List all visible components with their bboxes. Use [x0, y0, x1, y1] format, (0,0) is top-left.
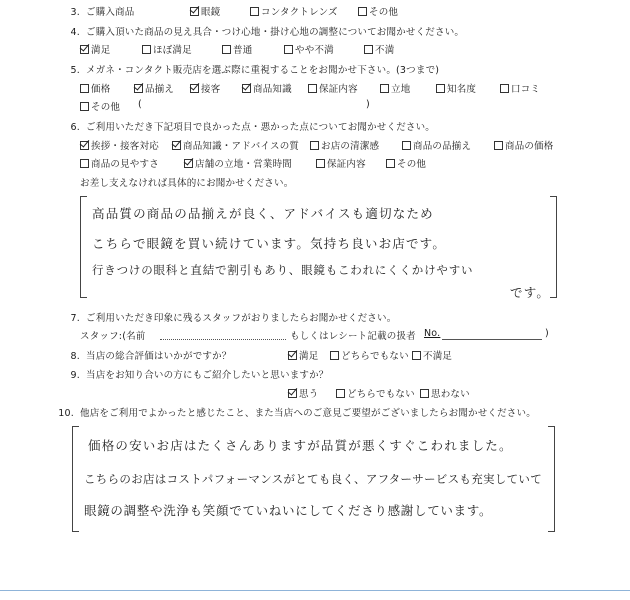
- question-8: [60, 348, 232, 362]
- q6-handwritten-line-1: 高品質の商品の品揃えが良く、アドバイスも適切なため: [92, 206, 434, 221]
- q5-option-other[interactable]: [80, 99, 120, 113]
- question-7: [60, 310, 396, 324]
- q5-option-reviews[interactable]: [500, 81, 540, 95]
- answer-box-left-bracket: [72, 426, 79, 532]
- q6-option-warranty[interactable]: [316, 156, 366, 170]
- q5-option-warranty[interactable]: [308, 81, 358, 95]
- q6-option-knowledge[interactable]: [172, 138, 299, 152]
- option-label: 満足: [91, 45, 111, 56]
- checkbox[interactable]: [330, 351, 339, 360]
- q6-option-greeting[interactable]: [80, 138, 159, 152]
- q6-option-other[interactable]: [386, 156, 426, 170]
- option-label: 店舗の立地・営業時間: [195, 159, 293, 170]
- q9-option-neutral[interactable]: [336, 386, 415, 400]
- option-label: 品揃え: [145, 84, 175, 95]
- q7-or-label: もしくはレシート記載の扱者: [290, 331, 416, 342]
- option-label: 商品の見やすさ: [91, 159, 159, 170]
- question-label: ご購入商品: [86, 7, 135, 18]
- option-label: その他: [369, 7, 399, 18]
- question-4: [60, 24, 464, 38]
- checkbox[interactable]: [436, 84, 445, 93]
- question-number: 5.: [70, 65, 80, 76]
- q6-handwritten-line-3: 行きつけの眼科と直結で割引もあり、眼鏡もこわれにくくかけやすい: [92, 263, 474, 277]
- checkbox[interactable]: [288, 389, 297, 398]
- checkbox[interactable]: [172, 141, 181, 150]
- checkbox[interactable]: [412, 351, 421, 360]
- q6-option-store-location[interactable]: [184, 156, 292, 170]
- option-label: 思わない: [431, 389, 470, 400]
- checkbox[interactable]: [500, 84, 509, 93]
- checkbox[interactable]: [80, 102, 89, 111]
- q3-option-other[interactable]: [358, 4, 398, 18]
- checkbox[interactable]: [494, 141, 503, 150]
- checkbox[interactable]: [284, 45, 293, 54]
- q6-sub-label: お差し支えなければ具体的にお聞かせください。: [80, 178, 294, 189]
- question-10: [54, 405, 536, 419]
- checkbox[interactable]: [134, 84, 143, 93]
- question-label: ご利用いただき印象に残るスタッフがおりましたらお聞かせください。: [86, 313, 397, 324]
- q10-handwritten-line-3: 眼鏡の調整や洗浄も笑顔でていねいにしてくださり感謝しています。: [84, 503, 493, 518]
- option-label: 不満足: [423, 351, 453, 362]
- checkbox[interactable]: [190, 7, 199, 16]
- q4-option-dissatisfied[interactable]: [364, 42, 394, 56]
- page-bottom-divider: [0, 590, 630, 591]
- option-label: その他: [397, 159, 427, 170]
- q8-option-satisfied[interactable]: [288, 348, 318, 362]
- question-label: メガネ・コンタクト販売店を選ぶ際に重視することをお聞かせ下さい。(3つまで): [86, 65, 440, 76]
- q4-option-mostly-satisfied[interactable]: [142, 42, 192, 56]
- option-label: 口コミ: [511, 84, 541, 95]
- checkbox[interactable]: [308, 84, 317, 93]
- option-label: 立地: [391, 84, 411, 95]
- question-label: ご購入頂いた商品の見え具合・つけ心地・掛け心地の調整についてお聞かせください。: [86, 27, 465, 38]
- option-label: 普通: [233, 45, 253, 56]
- q9-option-no[interactable]: [420, 386, 470, 400]
- q5-option-selection[interactable]: [134, 81, 174, 95]
- checkbox[interactable]: [386, 159, 395, 168]
- q5-option-product-knowledge[interactable]: [242, 81, 292, 95]
- q9-option-yes[interactable]: [288, 386, 318, 400]
- checkbox[interactable]: [310, 141, 319, 150]
- q8-option-neutral[interactable]: [330, 348, 409, 362]
- question-number: 6.: [70, 122, 80, 133]
- q6-option-visibility[interactable]: [80, 156, 159, 170]
- q5-other-open: (: [138, 99, 142, 110]
- checkbox[interactable]: [142, 45, 151, 54]
- checkbox[interactable]: [222, 45, 231, 54]
- q5-option-location[interactable]: [380, 81, 410, 95]
- option-label: どちらでもない: [341, 351, 409, 362]
- question-label: 他店をご利用でよかったと感じたこと、また当店へのご意見ご要望がございましたらお聞かせください。: [80, 408, 536, 419]
- question-number: 10.: [58, 408, 74, 419]
- q8-option-dissatisfied[interactable]: [412, 348, 452, 362]
- option-label: 商品の品揃え: [413, 141, 472, 152]
- question-5: [60, 62, 439, 76]
- q7-receipt-number-input[interactable]: [442, 328, 542, 343]
- question-number: 7.: [70, 313, 80, 324]
- question-number: 3.: [70, 7, 80, 18]
- q6-handwritten-line-4: です。: [510, 285, 551, 300]
- q6-option-price[interactable]: [494, 138, 554, 152]
- checkbox[interactable]: [420, 389, 429, 398]
- q7-staff-label: スタッフ:(名前: [80, 331, 146, 342]
- option-label: 挨拶・接客対応: [91, 141, 159, 152]
- option-label: その他: [91, 102, 121, 113]
- question-label: ご利用いただき下記項目で良かった点・悪かった点についてお聞かせください。: [86, 122, 436, 133]
- q5-option-recognition[interactable]: [436, 81, 476, 95]
- question-6: [60, 119, 435, 133]
- question-label: 当店の総合評価はいかがですか？: [86, 351, 232, 362]
- q6-option-selection[interactable]: [402, 138, 471, 152]
- question-number: 9.: [70, 370, 80, 381]
- option-label: ほぼ満足: [153, 45, 192, 56]
- question-3: [60, 4, 135, 18]
- checkbox[interactable]: [242, 84, 251, 93]
- q3-option-glasses[interactable]: [190, 4, 220, 18]
- option-label: 商品知識: [253, 84, 292, 95]
- option-label: やや不満: [295, 45, 334, 56]
- checkbox[interactable]: [190, 84, 199, 93]
- q3-option-contacts[interactable]: [250, 4, 338, 18]
- q7-staff-name-input[interactable]: [160, 328, 286, 343]
- q10-handwritten-line-1: 価格の安いお店はたくさんありますが品質が悪くすぐこわれました。: [88, 438, 513, 453]
- option-label: 不満: [375, 45, 395, 56]
- q5-option-service[interactable]: [190, 81, 220, 95]
- checkbox[interactable]: [358, 7, 367, 16]
- checkbox[interactable]: [80, 141, 89, 150]
- option-label: 知名度: [447, 84, 477, 95]
- option-label: コンタクトレンズ: [261, 7, 338, 18]
- question-number: 8.: [70, 351, 80, 362]
- option-label: 保証内容: [319, 84, 358, 95]
- option-label: 保証内容: [327, 159, 366, 170]
- checkbox[interactable]: [250, 7, 259, 16]
- q4-option-slightly-dissatisfied[interactable]: [284, 42, 334, 56]
- checkbox[interactable]: [336, 389, 345, 398]
- checkbox[interactable]: [402, 141, 411, 150]
- checkbox[interactable]: [316, 159, 325, 168]
- checkbox[interactable]: [80, 159, 89, 168]
- option-label: 価格: [91, 84, 111, 95]
- checkbox[interactable]: [184, 159, 193, 168]
- option-label: 接客: [201, 84, 221, 95]
- answer-box-right-bracket: [550, 196, 557, 298]
- option-label: 眼鏡: [201, 7, 221, 18]
- q4-option-normal[interactable]: [222, 42, 252, 56]
- q7-no-label: No.: [424, 328, 441, 339]
- option-label: 満足: [299, 351, 319, 362]
- question-9: [60, 367, 329, 381]
- q5-option-price[interactable]: [80, 81, 110, 95]
- question-number: 4.: [70, 27, 80, 38]
- q4-option-satisfied[interactable]: [80, 42, 110, 56]
- option-label: どちらでもない: [347, 389, 415, 400]
- q5-other-close: ): [366, 99, 370, 110]
- question-label: 当店をお知り合いの方にもご紹介したいと思いますか？: [86, 370, 329, 381]
- option-label: お店の清潔感: [321, 141, 380, 152]
- option-label: 思う: [299, 389, 319, 400]
- q6-option-cleanliness[interactable]: [310, 138, 379, 152]
- option-label: 商品の価格: [505, 141, 554, 152]
- q10-handwritten-line-2: こちらのお店はコストパフォーマンスがとても良く、アフターサービスも充実していて: [84, 472, 543, 486]
- checkbox[interactable]: [80, 45, 89, 54]
- checkbox[interactable]: [80, 84, 89, 93]
- checkbox[interactable]: [380, 84, 389, 93]
- q6-handwritten-line-2: こちらで眼鏡を買い続けています。気持ち良いお店です。: [92, 236, 447, 251]
- checkbox[interactable]: [364, 45, 373, 54]
- option-label: 商品知識・アドバイスの質: [183, 141, 300, 152]
- answer-box-right-bracket: [548, 426, 555, 532]
- checkbox[interactable]: [288, 351, 297, 360]
- answer-box-left-bracket: [80, 196, 87, 298]
- q7-close: ): [545, 328, 549, 339]
